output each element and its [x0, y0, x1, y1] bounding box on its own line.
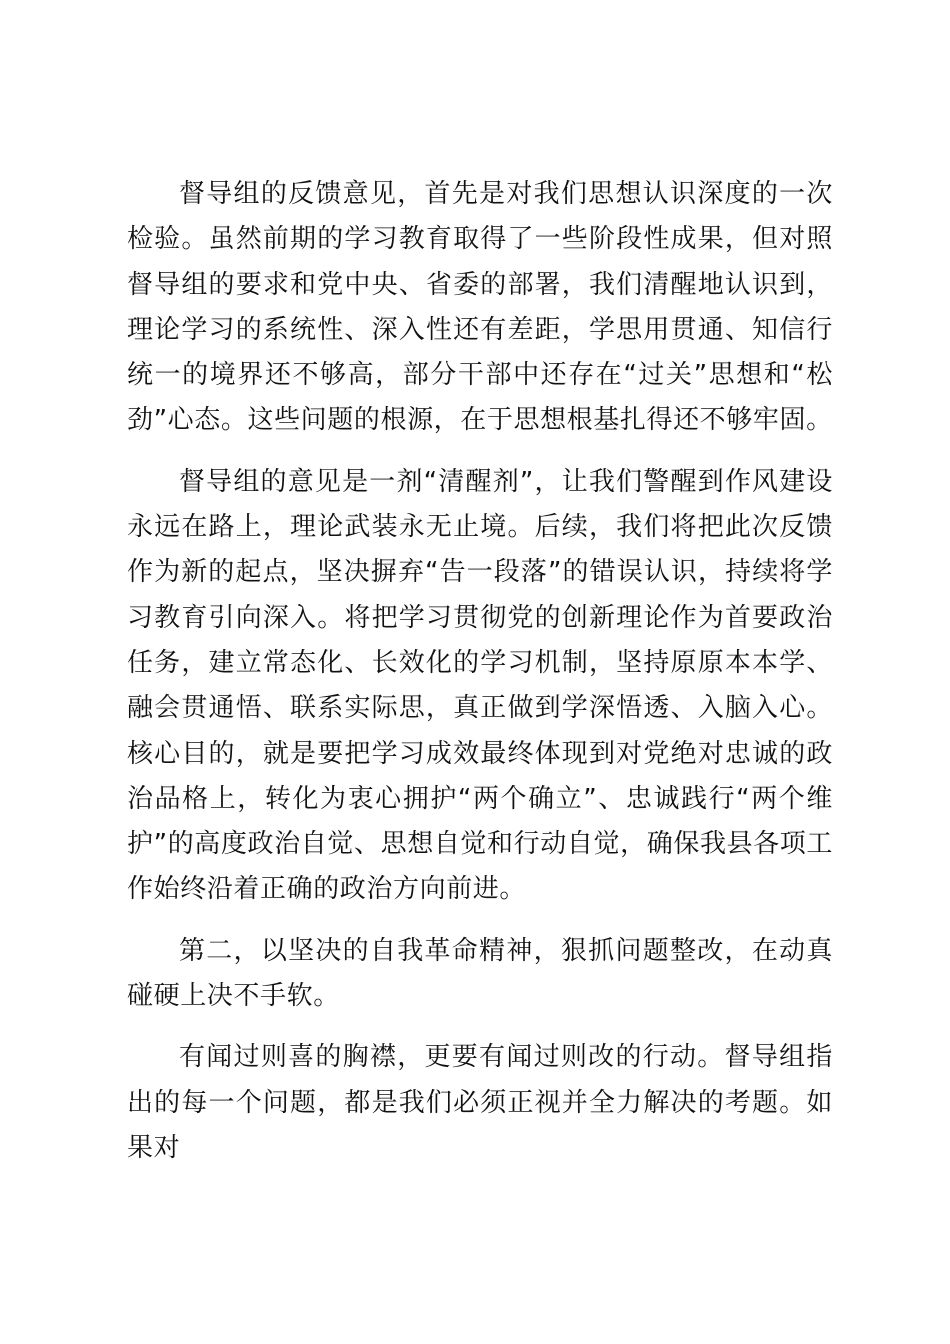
document-body [127, 172, 833, 1171]
paragraph-3: 第二，以坚决的自我革命精神，狠抓问题整改，在动真碰硬上决不手软。 [127, 935, 833, 1012]
paragraph-4: 有闻过则喜的胸襟，更要有闻过则改的行动。督导组指出的每一个问题，都是我们必须正视并全力解决的考题。如果对 [127, 1042, 833, 1163]
paragraph-2: 督导组的意见是一剂“清醒剂”，让我们警醒到作风建设永远在路上，理论武装永无止境。后续，我们将把此次反馈作为新的起点，坚决摒弃“告一段落”的错误认识，持续将学习教育引向深入。将把学习贯彻党的创新理论作为首要政治任务，建立常态化、长效化的学习机制，坚持原原本本学、融会贯通悟、联系实际思，真正做到学深悟透、入脑入心。核心目的，就是要把学习成效最终体现到对党绝对忠诚的政治品格上，转化为衷心拥护“两个确立”、忠诚践行“两个维护”的高度政治自觉、思想自觉和行动自觉，确保我县各项工作始终沿着正确的政治方向前进。 [127, 466, 833, 905]
paragraph-1: 督导组的反馈意见，首先是对我们思想认识深度的一次检验。虽然前期的学习教育取得了一些阶段性成果，但对照督导组的要求和党中央、省委的部署，我们清醒地认识到，理论学习的系统性、深入性还有差距，学思用贯通、知信行统一的境界还不够高，部分干部中还存在“过关”思想和“松劲”心态。这些问题的根源，在于思想根基扎得还不够牢固。 [127, 179, 833, 436]
